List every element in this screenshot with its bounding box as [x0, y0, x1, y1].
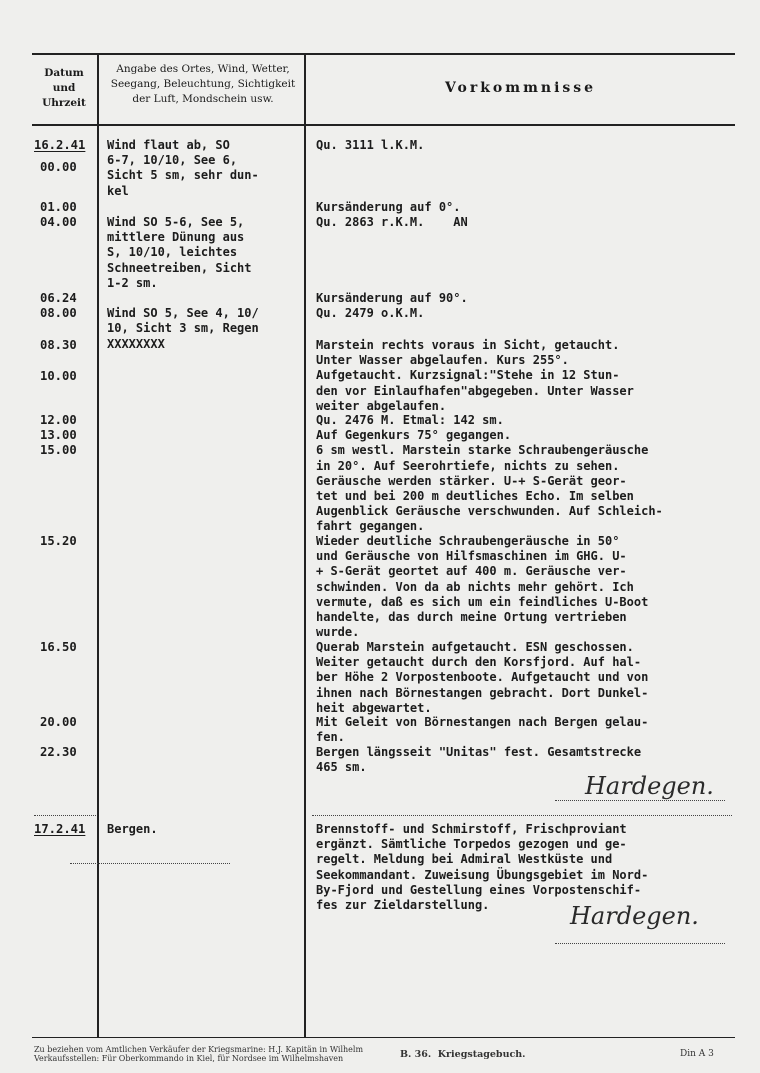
entry-time: 16.50: [40, 640, 77, 654]
footer-paper-size: Din A 3: [680, 1049, 714, 1059]
entry-time: 06.24: [40, 291, 77, 305]
entry-time: 12.00: [40, 413, 77, 427]
entry-time: 04.00: [40, 215, 77, 229]
entry-time: 22.30: [40, 745, 77, 759]
header-place-line: der Luft, Mondschein usw.: [132, 93, 274, 105]
signature: Hardegen.: [570, 902, 699, 930]
event-entry: Kursänderung auf 90°. Qu. 2479 o.K.M.: [316, 291, 468, 321]
header-date-line: Datum: [44, 67, 84, 79]
entry-time: 15.20: [40, 534, 77, 548]
event-entry: Brennstoff- und Schmirstoff, Frischproviant ergänzt. Sämtliche Torpedos gezogen und ge- regelt. Meldung bei Admiral Westküste und Seekommandant. Zuweisung Übungsgebiet im Nord- By-Fjord und Gestellung eines Vorpostenschif- fes zur Zieldarstellung.: [316, 822, 649, 913]
header-date-col: [34, 66, 94, 111]
event-entry: Bergen längsseit "Unitas" fest. Gesamtstrecke 465 sm.: [316, 745, 642, 775]
weather-entry: Wind flaut ab, SO 6-7, 10/10, See 6, Sicht 5 sm, sehr dun- kel: [107, 138, 259, 198]
event-entry: Kursänderung auf 0°. Qu. 2863 r.K.M. AN: [316, 200, 468, 230]
weather-entry: Bergen.: [107, 822, 158, 836]
event-entry: Mit Geleit von Börnestangen nach Bergen gelau- fen.: [316, 715, 649, 745]
entry-time: 00.00: [40, 160, 77, 174]
dotted-separator: [555, 943, 725, 944]
event-entry: Wieder deutliche Schraubengeräusche in 50° und Geräusche von Hilfsmaschinen im GHG. U- + S-Gerät geortet auf 400 m. Geräusche ver- schwinden. Von da ab nichts mehr gehört. Ich vermute, daß es sich um ein feindliches U-Boot handelte, das durch meine Ortung vertrieben wurde.: [316, 534, 649, 640]
signature: Hardegen.: [585, 772, 714, 800]
bottom-rule: [32, 1037, 735, 1038]
top-rule: [32, 53, 735, 55]
weather-entry: Wind SO 5-6, See 5, mittlere Dünung aus S, 10/10, leichtes Schneetreiben, Sicht 1-2 sm.: [107, 215, 252, 290]
event-entry: Qu. 3111 l.K.M.: [316, 138, 425, 152]
dotted-separator: [312, 815, 732, 816]
event-entry: Marstein rechts voraus in Sicht, getaucht. Unter Wasser abgelaufen. Kurs 255°. Aufgetaucht. Kurzsignal:"Stehe in 12 Stun- den vor Einlaufhafen"abgegeben. Unter Wasser weiter abgelaufen.: [316, 338, 634, 413]
footer-form-id: B. 36. Kriegstagebuch.: [400, 1049, 526, 1060]
entry-date: 16.2.41: [34, 138, 86, 152]
header-date-line: Uhrzeit: [42, 97, 86, 109]
entry-time: 08.00: [40, 306, 77, 320]
dotted-separator: [555, 800, 725, 801]
entry-time: 15.00: [40, 443, 77, 457]
entry-time: 20.00: [40, 715, 77, 729]
col-divider-2: [304, 53, 306, 1038]
entry-time: 08.30: [40, 338, 77, 352]
header-place-col: [103, 62, 303, 107]
entry-time: 13.00: [40, 428, 77, 442]
dotted-separator: [34, 815, 96, 816]
entry-time: 01.00: [40, 200, 77, 214]
header-events-col: Vorkommnisse: [444, 80, 597, 96]
header-bottom-rule: [32, 124, 735, 126]
dotted-separator: [70, 863, 230, 864]
event-entry: Querab Marstein aufgetaucht. ESN geschossen. Weiter getaucht durch den Korsfjord. Auf hal- ber Höhe 2 Vorpostenboote. Aufgetaucht und von ihnen nach Börnestangen gebracht. Dort Dunkel- heit abgewartet.: [316, 640, 649, 715]
entry-date: 17.2.41: [34, 822, 86, 836]
col-divider-1: [97, 53, 99, 1038]
header-place-line: Seegang, Beleuchtung, Sichtigkeit: [110, 78, 296, 90]
footer-publisher: Zu beziehen vom Amtlichen Verkäufer der Kriegsmarine: H.J. Kapitän in Wilhelm Verkaufsstellen: Für Oberkommando in Kiel, für Nordsee im Wilhelmshaven: [34, 1045, 364, 1063]
weather-entry: Wind SO 5, See 4, 10/ 10, Sicht 3 sm, Regen XXXXXXXX: [107, 306, 259, 351]
event-entry: Qu. 2476 M. Etmal: 142 sm. Auf Gegenkurs 75° gegangen. 6 sm westl. Marstein starke Schraubengeräusche in 20°. Auf Seerohrtiefe, nichts zu sehen. Geräusche werden stärker. U-+ S-Gerät geor- tet und bei 200 m deutliches Echo. Im selben Augenblick Geräusche verschwunden. Auf Schleich- fahrt gegangen.: [316, 413, 663, 534]
entry-time: 10.00: [40, 369, 77, 383]
header-place-line: Angabe des Ortes, Wind, Wetter,: [116, 63, 290, 75]
header-date-line: und: [52, 82, 76, 94]
